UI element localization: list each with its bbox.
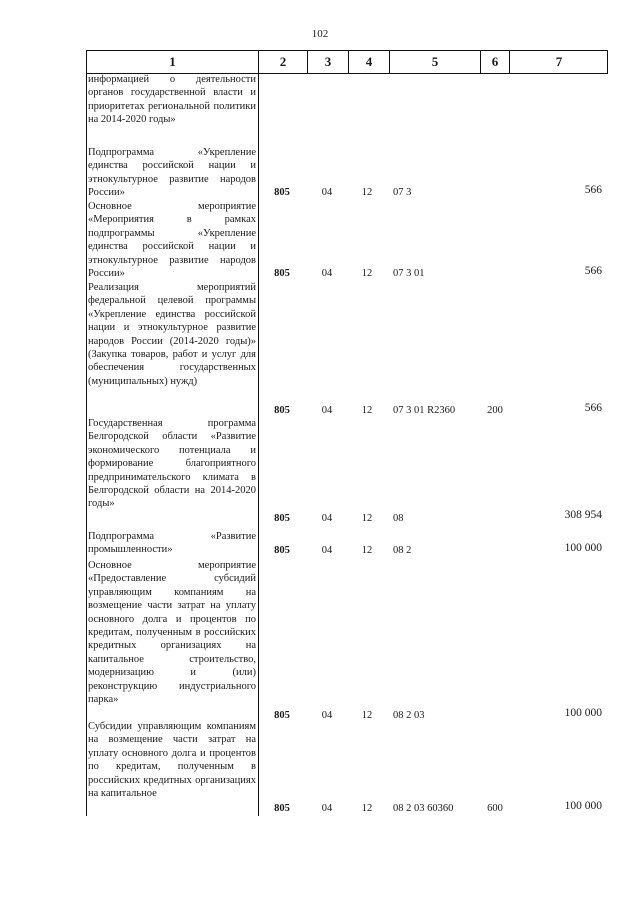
row-description: Основное мероприятие «Мероприятия в рамках подпрограммы «Укрепление единства российской нации и этнокультурное развитие народов России» — [88, 201, 256, 280]
row-code-section: 04 — [321, 545, 333, 556]
row-description: Основное мероприятие «Предоставление субсидий управляющим компаниям на возмещение части затрат на уплату основного долга и процентов по кредитам, полученным в российских кредитных организациях на капитальное строительство, модернизацию и (или) реконструкцию индустриального парка» — [88, 560, 256, 706]
row-code-subsection: 12 — [361, 268, 373, 279]
row-amount: 308 954 — [564, 509, 602, 521]
row-code-section: 04 — [321, 268, 333, 279]
row-description: Подпрограмма «Укрепление единства российской нации и этнокультурное развитие народов России» — [88, 147, 256, 199]
page-number: 102 — [311, 28, 329, 40]
row-description: Государственная программа Белгородской области «Развитие экономического потенциала и формирование благоприятного предпринимательского климата в Белгородской области на 2014-2020 годы» — [88, 418, 256, 510]
row-amount: 566 — [584, 184, 602, 196]
row-description: Субсидии управляющим компаниям на возмещение части затрат на уплату основного долга и процентов по кредитам, полученным в российских кредитных организациях на капитальное — [88, 721, 256, 800]
header-col-3: 3 — [324, 54, 332, 69]
row-amount: 100 000 — [564, 707, 602, 719]
header-col-1: 1 — [169, 54, 176, 69]
row-amount: 100 000 — [564, 542, 602, 554]
row-code-target: 08 2 — [393, 545, 412, 556]
header-col-4: 4 — [365, 54, 373, 69]
header-col-6: 6 — [491, 54, 499, 69]
row-code-expense-type: 600 — [487, 803, 503, 814]
row-code-target: 08 — [393, 513, 404, 524]
row-amount: 100 000 — [564, 800, 602, 812]
row-code-ministry: 805 — [274, 513, 290, 524]
header-divider — [509, 51, 510, 73]
row-code-expense-type: 200 — [487, 405, 503, 416]
row-code-subsection: 12 — [361, 803, 373, 814]
row-amount: 566 — [584, 265, 602, 277]
header-col-2: 2 — [279, 54, 287, 69]
row-code-ministry: 805 — [274, 803, 290, 814]
row-code-section: 04 — [321, 405, 333, 416]
row-description: Реализация мероприятий федеральной целевой программы «Укрепление единства российской нации и этнокультурное развитие народов России (2014-2020 годы)» (Закупка товаров, работ и услуг для обеспечения государственных (муниципальных) нужд) — [88, 282, 256, 387]
row-code-subsection: 12 — [361, 187, 373, 198]
header-col-5: 5 — [431, 54, 439, 69]
header-divider — [258, 51, 259, 73]
row-code-ministry: 805 — [274, 187, 290, 198]
header-divider — [307, 51, 308, 73]
header-divider — [389, 51, 390, 73]
row-code-section: 04 — [321, 513, 333, 524]
row-description: информацией о деятельности органов государственной власти и приоритетах региональной политики на 2014-2020 годы» — [88, 74, 256, 126]
row-amount: 566 — [584, 402, 602, 414]
table-header-row — [86, 50, 608, 74]
table-divider-col1 — [258, 50, 259, 816]
row-code-ministry: 805 — [274, 268, 290, 279]
header-col-7: 7 — [555, 54, 563, 69]
row-description: Подпрограмма «Развитие промышленности» — [88, 531, 256, 556]
row-code-target: 07 3 — [393, 187, 412, 198]
row-code-section: 04 — [321, 803, 333, 814]
row-code-target: 08 2 03 — [393, 710, 425, 721]
row-code-subsection: 12 — [361, 513, 373, 524]
row-code-ministry: 805 — [274, 545, 290, 556]
row-code-section: 04 — [321, 187, 333, 198]
row-code-subsection: 12 — [361, 545, 373, 556]
row-code-subsection: 12 — [361, 405, 373, 416]
row-code-target: 07 3 01 — [393, 268, 425, 279]
row-code-target: 07 3 01 R2360 — [393, 405, 456, 416]
row-code-ministry: 805 — [274, 710, 290, 721]
header-divider — [348, 51, 349, 73]
header-divider — [480, 51, 481, 73]
table-border-left — [86, 50, 87, 816]
budget-table — [86, 50, 608, 816]
row-code-target: 08 2 03 60360 — [393, 803, 454, 814]
row-code-ministry: 805 — [274, 405, 290, 416]
row-code-subsection: 12 — [361, 710, 373, 721]
row-code-section: 04 — [321, 710, 333, 721]
